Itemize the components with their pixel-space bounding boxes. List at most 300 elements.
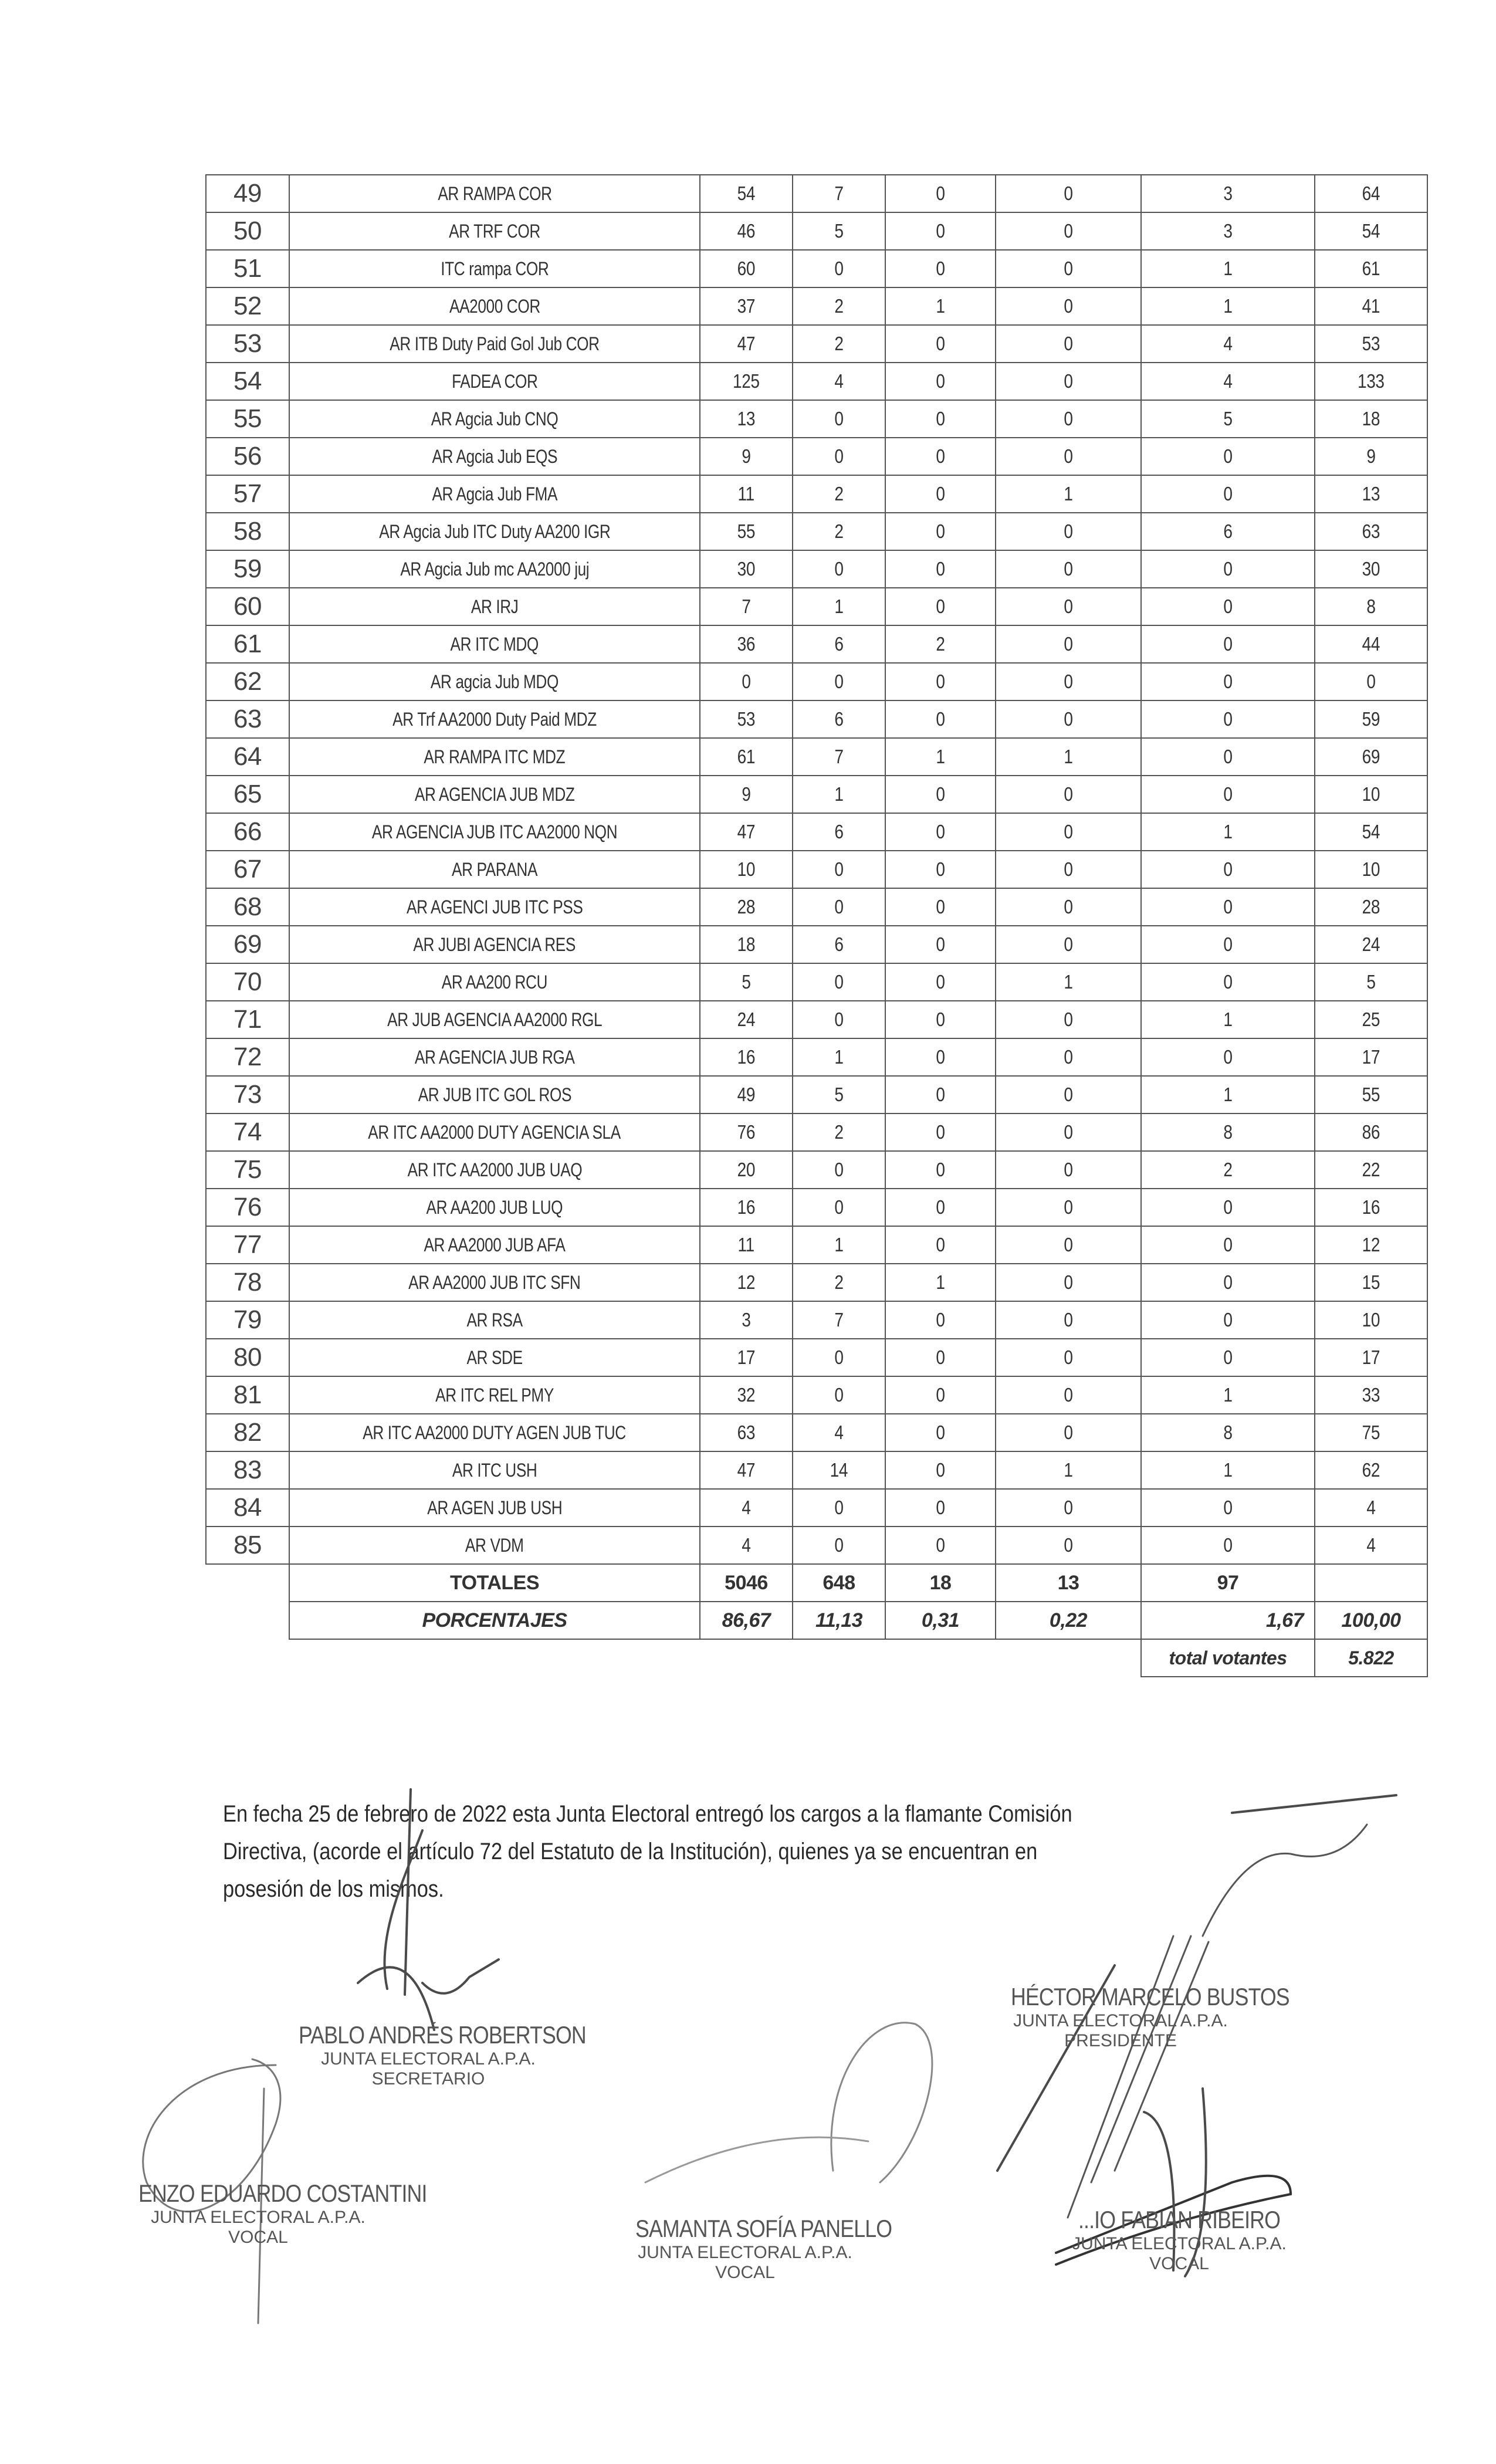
voters-label: total votantes — [1141, 1639, 1315, 1677]
cell-name: AR AA2000 JUB AFA — [289, 1226, 700, 1264]
cell-d: 0 — [996, 1226, 1141, 1264]
table-row — [206, 1527, 1427, 1564]
cell-c: 1 — [885, 1264, 996, 1301]
cell-num: 69 — [206, 926, 289, 963]
cell-c: 0 — [885, 1226, 996, 1264]
cell-d: 0 — [996, 1001, 1141, 1038]
cell-num: 79 — [206, 1301, 289, 1339]
table-row — [206, 1226, 1427, 1264]
cell-b: 6 — [793, 926, 885, 963]
cell-e: 0 — [1141, 1264, 1315, 1301]
cell-num: 61 — [206, 625, 289, 663]
pct-d: 0,22 — [996, 1602, 1141, 1639]
cell-c: 0 — [885, 1001, 996, 1038]
cell-d: 0 — [996, 438, 1141, 475]
cell-b: 2 — [793, 325, 885, 363]
cell-num: 49 — [206, 175, 289, 212]
cell-e: 0 — [1141, 550, 1315, 588]
cell-d: 0 — [996, 1151, 1141, 1189]
results-table — [205, 174, 1428, 1677]
cell-b: 6 — [793, 625, 885, 663]
totals-c: 18 — [885, 1564, 996, 1602]
cell-d: 0 — [996, 700, 1141, 738]
cell-e: 1 — [1141, 813, 1315, 851]
cell-num: 60 — [206, 588, 289, 625]
cell-a: 76 — [700, 1113, 793, 1151]
cell-b: 4 — [793, 363, 885, 400]
cell-total: 10 — [1315, 776, 1427, 813]
cell-name: AR JUBI AGENCIA RES — [289, 926, 700, 963]
cell-e: 0 — [1141, 1527, 1315, 1564]
table-row — [206, 175, 1427, 212]
cell-num: 51 — [206, 250, 289, 287]
cell-num: 78 — [206, 1264, 289, 1301]
cell-num: 59 — [206, 550, 289, 588]
cell-num: 54 — [206, 363, 289, 400]
cell-d: 1 — [996, 738, 1141, 776]
cell-a: 11 — [700, 1226, 793, 1264]
cell-d: 0 — [996, 513, 1141, 550]
cell-num: 62 — [206, 663, 289, 700]
cell-a: 4 — [700, 1489, 793, 1527]
cell-num: 50 — [206, 212, 289, 250]
cell-e: 0 — [1141, 1489, 1315, 1527]
table-row — [206, 1376, 1427, 1414]
cell-b: 0 — [793, 438, 885, 475]
cell-b: 0 — [793, 550, 885, 588]
table-row — [206, 1113, 1427, 1151]
cell-name: AR Agcia Jub mc AA2000 juj — [289, 550, 700, 588]
cell-d: 0 — [996, 325, 1141, 363]
cell-c: 0 — [885, 400, 996, 438]
cell-num: 84 — [206, 1489, 289, 1527]
cell-b: 2 — [793, 1264, 885, 1301]
cell-c: 0 — [885, 1527, 996, 1564]
cell-c: 0 — [885, 325, 996, 363]
cell-d: 0 — [996, 287, 1141, 325]
cell-total: 12 — [1315, 1226, 1427, 1264]
cell-num: 72 — [206, 1038, 289, 1076]
cell-total: 59 — [1315, 700, 1427, 738]
cell-num: 76 — [206, 1189, 289, 1226]
table-row — [206, 813, 1427, 851]
cell-name: AR ITC AA2000 JUB UAQ — [289, 1151, 700, 1189]
cell-e: 4 — [1141, 325, 1315, 363]
cell-c: 0 — [885, 1339, 996, 1376]
cell-num: 57 — [206, 475, 289, 513]
totals-spacer — [206, 1564, 289, 1602]
cell-c: 0 — [885, 588, 996, 625]
cell-name: AR RSA — [289, 1301, 700, 1339]
cell-total: 4 — [1315, 1489, 1427, 1527]
table-row — [206, 325, 1427, 363]
cell-a: 18 — [700, 926, 793, 963]
cell-name: FADEA COR — [289, 363, 700, 400]
cell-b: 6 — [793, 700, 885, 738]
totals-d: 13 — [996, 1564, 1141, 1602]
cell-e: 0 — [1141, 1301, 1315, 1339]
cell-b: 0 — [793, 963, 885, 1001]
cell-total: 0 — [1315, 663, 1427, 700]
cell-a: 5 — [700, 963, 793, 1001]
cell-num: 71 — [206, 1001, 289, 1038]
cell-d: 0 — [996, 776, 1141, 813]
cell-num: 55 — [206, 400, 289, 438]
cell-d: 0 — [996, 1376, 1141, 1414]
table-row — [206, 1264, 1427, 1301]
cell-e: 6 — [1141, 513, 1315, 550]
cell-c: 0 — [885, 1151, 996, 1189]
cell-a: 11 — [700, 475, 793, 513]
cell-d: 0 — [996, 1264, 1141, 1301]
cell-c: 0 — [885, 663, 996, 700]
cell-num: 66 — [206, 813, 289, 851]
pct-total: 100,00 — [1315, 1602, 1427, 1639]
cell-c: 0 — [885, 1376, 996, 1414]
cell-a: 20 — [700, 1151, 793, 1189]
cell-total: 69 — [1315, 738, 1427, 776]
cell-total: 18 — [1315, 400, 1427, 438]
cell-name: AR RAMPA COR — [289, 175, 700, 212]
cell-c: 0 — [885, 1301, 996, 1339]
cell-e: 1 — [1141, 1451, 1315, 1489]
cell-name: AR ITC REL PMY — [289, 1376, 700, 1414]
cell-c: 0 — [885, 700, 996, 738]
cell-b: 0 — [793, 1151, 885, 1189]
cell-total: 55 — [1315, 1076, 1427, 1113]
cell-c: 0 — [885, 926, 996, 963]
cell-b: 0 — [793, 1001, 885, 1038]
cell-e: 0 — [1141, 963, 1315, 1001]
cell-num: 82 — [206, 1414, 289, 1451]
table-row — [206, 738, 1427, 776]
cell-num: 85 — [206, 1527, 289, 1564]
table-row — [206, 1301, 1427, 1339]
cell-c: 0 — [885, 963, 996, 1001]
cell-e: 0 — [1141, 588, 1315, 625]
signature-stamp-vocal-1: ENZO EDUARDO COSTANTINI JUNTA ELECTORAL A.P.A. VOCAL — [138, 2179, 427, 2247]
cell-c: 0 — [885, 1038, 996, 1076]
cell-a: 37 — [700, 287, 793, 325]
cell-d: 0 — [996, 625, 1141, 663]
cell-d: 0 — [996, 663, 1141, 700]
cell-e: 0 — [1141, 1339, 1315, 1376]
cell-a: 47 — [700, 1451, 793, 1489]
cell-b: 7 — [793, 738, 885, 776]
cell-a: 16 — [700, 1189, 793, 1226]
signature-stamp-secretario: PABLO ANDRÉS ROBERTSON JUNTA ELECTORAL A.P.A. SECRETARIO — [299, 2021, 586, 2089]
closing-paragraph — [223, 1795, 1279, 1908]
cell-b: 6 — [793, 813, 885, 851]
closing-line-1: En fecha 25 de febrero de 2022 esta Junta Electoral entregó los cargos a la flamante Comisión — [223, 1801, 1072, 1827]
cell-name: AR Agcia Jub ITC Duty AA200 IGR — [289, 513, 700, 550]
cell-name: AR Agcia Jub FMA — [289, 475, 700, 513]
cell-name: AR RAMPA ITC MDZ — [289, 738, 700, 776]
table-row — [206, 1076, 1427, 1113]
cell-e: 1 — [1141, 1001, 1315, 1038]
table-row — [206, 851, 1427, 888]
cell-c: 0 — [885, 1489, 996, 1527]
cell-b: 0 — [793, 1189, 885, 1226]
cell-a: 47 — [700, 325, 793, 363]
cell-b: 4 — [793, 1414, 885, 1451]
cell-name: AR AA200 JUB LUQ — [289, 1189, 700, 1226]
cell-a: 9 — [700, 438, 793, 475]
cell-total: 10 — [1315, 851, 1427, 888]
cell-name: AR ITC MDQ — [289, 625, 700, 663]
cell-e: 1 — [1141, 250, 1315, 287]
table-row — [206, 1001, 1427, 1038]
cell-c: 0 — [885, 851, 996, 888]
cell-num: 74 — [206, 1113, 289, 1151]
results-summary — [206, 1564, 1427, 1677]
cell-name: AR VDM — [289, 1527, 700, 1564]
cell-c: 0 — [885, 776, 996, 813]
cell-total: 62 — [1315, 1451, 1427, 1489]
closing-line-2: Directiva, (acorde el artículo 72 del Estatuto de la Institución), quienes ya se encuentran en — [223, 1839, 1038, 1864]
cell-c: 0 — [885, 1113, 996, 1151]
cell-a: 28 — [700, 888, 793, 926]
table-row — [206, 926, 1427, 963]
cell-b: 2 — [793, 513, 885, 550]
cell-d: 0 — [996, 1076, 1141, 1113]
cell-a: 7 — [700, 588, 793, 625]
cell-total: 63 — [1315, 513, 1427, 550]
voters-value: 5.822 — [1315, 1639, 1427, 1677]
pct-e: 1,67 — [1141, 1602, 1315, 1639]
table-row — [206, 1451, 1427, 1489]
cell-b: 0 — [793, 851, 885, 888]
pct-spacer — [206, 1602, 289, 1639]
table-row — [206, 700, 1427, 738]
cell-name: AR AGENCI JUB ITC PSS — [289, 888, 700, 926]
totals-row — [206, 1564, 1427, 1602]
cell-total: 61 — [1315, 250, 1427, 287]
cell-c: 1 — [885, 287, 996, 325]
cell-e: 3 — [1141, 212, 1315, 250]
cell-name: AR ITC USH — [289, 1451, 700, 1489]
cell-num: 77 — [206, 1226, 289, 1264]
cell-total: 8 — [1315, 588, 1427, 625]
cell-c: 1 — [885, 738, 996, 776]
cell-a: 46 — [700, 212, 793, 250]
cell-num: 67 — [206, 851, 289, 888]
cell-num: 83 — [206, 1451, 289, 1489]
table-row — [206, 1339, 1427, 1376]
cell-a: 32 — [700, 1376, 793, 1414]
cell-total: 75 — [1315, 1414, 1427, 1451]
cell-e: 1 — [1141, 287, 1315, 325]
cell-c: 0 — [885, 212, 996, 250]
table-row — [206, 625, 1427, 663]
cell-num: 63 — [206, 700, 289, 738]
cell-d: 0 — [996, 813, 1141, 851]
cell-name: AR AGENCIA JUB RGA — [289, 1038, 700, 1076]
table-row — [206, 663, 1427, 700]
cell-c: 0 — [885, 1189, 996, 1226]
cell-e: 1 — [1141, 1076, 1315, 1113]
totals-a: 5046 — [700, 1564, 793, 1602]
cell-num: 81 — [206, 1376, 289, 1414]
cell-total: 17 — [1315, 1339, 1427, 1376]
table-row — [206, 888, 1427, 926]
cell-b: 1 — [793, 588, 885, 625]
voters-row — [206, 1639, 1427, 1677]
cell-num: 58 — [206, 513, 289, 550]
cell-d: 0 — [996, 588, 1141, 625]
cell-num: 80 — [206, 1339, 289, 1376]
cell-a: 55 — [700, 513, 793, 550]
cell-a: 17 — [700, 1339, 793, 1376]
cell-d: 1 — [996, 475, 1141, 513]
cell-c: 0 — [885, 513, 996, 550]
cell-b: 0 — [793, 1376, 885, 1414]
cell-b: 1 — [793, 1226, 885, 1264]
cell-num: 65 — [206, 776, 289, 813]
pct-label: PORCENTAJES — [289, 1602, 700, 1639]
signature-stamp-vocal-3: ...IO FABIAN RIBEIRO JUNTA ELECTORAL A.P.A. VOCAL — [1072, 2206, 1287, 2273]
cell-name: AR ITC AA2000 DUTY AGENCIA SLA — [289, 1113, 700, 1151]
cell-e: 0 — [1141, 851, 1315, 888]
cell-c: 0 — [885, 813, 996, 851]
cell-total: 17 — [1315, 1038, 1427, 1076]
cell-d: 0 — [996, 1339, 1141, 1376]
cell-total: 64 — [1315, 175, 1427, 212]
cell-num: 53 — [206, 325, 289, 363]
cell-e: 4 — [1141, 363, 1315, 400]
table-row — [206, 588, 1427, 625]
cell-total: 5 — [1315, 963, 1427, 1001]
cell-a: 4 — [700, 1527, 793, 1564]
cell-e: 8 — [1141, 1113, 1315, 1151]
cell-total: 41 — [1315, 287, 1427, 325]
cell-b: 5 — [793, 212, 885, 250]
cell-c: 0 — [885, 363, 996, 400]
cell-name: AR ITB Duty Paid Gol Jub COR — [289, 325, 700, 363]
cell-total: 86 — [1315, 1113, 1427, 1151]
cell-total: 22 — [1315, 1151, 1427, 1189]
cell-name: AR ITC AA2000 DUTY AGEN JUB TUC — [289, 1414, 700, 1451]
cell-b: 7 — [793, 1301, 885, 1339]
cell-total: 15 — [1315, 1264, 1427, 1301]
cell-e: 0 — [1141, 776, 1315, 813]
cell-e: 0 — [1141, 1189, 1315, 1226]
cell-e: 2 — [1141, 1151, 1315, 1189]
cell-b: 0 — [793, 663, 885, 700]
cell-d: 1 — [996, 963, 1141, 1001]
totals-b: 648 — [793, 1564, 885, 1602]
cell-e: 3 — [1141, 175, 1315, 212]
cell-total: 24 — [1315, 926, 1427, 963]
cell-a: 47 — [700, 813, 793, 851]
cell-d: 0 — [996, 1489, 1141, 1527]
cell-b: 7 — [793, 175, 885, 212]
cell-d: 0 — [996, 888, 1141, 926]
cell-d: 0 — [996, 175, 1141, 212]
table-row — [206, 1189, 1427, 1226]
pct-a: 86,67 — [700, 1602, 793, 1639]
cell-a: 0 — [700, 663, 793, 700]
cell-b: 0 — [793, 1489, 885, 1527]
cell-total: 16 — [1315, 1189, 1427, 1226]
cell-e: 5 — [1141, 400, 1315, 438]
cell-d: 0 — [996, 926, 1141, 963]
pct-c: 0,31 — [885, 1602, 996, 1639]
cell-total: 54 — [1315, 212, 1427, 250]
cell-d: 0 — [996, 212, 1141, 250]
cell-name: AR Agcia Jub EQS — [289, 438, 700, 475]
cell-e: 0 — [1141, 663, 1315, 700]
cell-e: 0 — [1141, 926, 1315, 963]
cell-c: 0 — [885, 250, 996, 287]
cell-b: 5 — [793, 1076, 885, 1113]
cell-e: 0 — [1141, 738, 1315, 776]
cell-b: 2 — [793, 287, 885, 325]
table-row — [206, 1489, 1427, 1527]
table-row — [206, 1151, 1427, 1189]
cell-a: 63 — [700, 1414, 793, 1451]
cell-total: 44 — [1315, 625, 1427, 663]
table-row — [206, 513, 1427, 550]
cell-e: 0 — [1141, 700, 1315, 738]
cell-total: 53 — [1315, 325, 1427, 363]
cell-a: 125 — [700, 363, 793, 400]
cell-d: 0 — [996, 1038, 1141, 1076]
cell-total: 28 — [1315, 888, 1427, 926]
cell-c: 0 — [885, 438, 996, 475]
cell-b: 14 — [793, 1451, 885, 1489]
table-row — [206, 776, 1427, 813]
cell-b: 0 — [793, 250, 885, 287]
cell-name: AR SDE — [289, 1339, 700, 1376]
cell-d: 0 — [996, 1527, 1141, 1564]
cell-d: 0 — [996, 550, 1141, 588]
totals-total — [1315, 1564, 1427, 1602]
cell-c: 0 — [885, 475, 996, 513]
cell-total: 30 — [1315, 550, 1427, 588]
cell-e: 0 — [1141, 625, 1315, 663]
cell-a: 53 — [700, 700, 793, 738]
cell-c: 0 — [885, 175, 996, 212]
cell-c: 0 — [885, 550, 996, 588]
percentages-row — [206, 1602, 1427, 1639]
cell-total: 25 — [1315, 1001, 1427, 1038]
cell-a: 54 — [700, 175, 793, 212]
cell-c: 0 — [885, 1451, 996, 1489]
cell-a: 30 — [700, 550, 793, 588]
cell-d: 1 — [996, 1451, 1141, 1489]
table-row — [206, 963, 1427, 1001]
cell-name: AR JUB AGENCIA AA2000 RGL — [289, 1001, 700, 1038]
cell-a: 10 — [700, 851, 793, 888]
cell-a: 13 — [700, 400, 793, 438]
cell-b: 0 — [793, 400, 885, 438]
cell-b: 2 — [793, 475, 885, 513]
cell-a: 16 — [700, 1038, 793, 1076]
cell-b: 0 — [793, 1527, 885, 1564]
cell-c: 0 — [885, 1076, 996, 1113]
table-row — [206, 1038, 1427, 1076]
cell-name: AA2000 COR — [289, 287, 700, 325]
cell-num: 64 — [206, 738, 289, 776]
table-row — [206, 400, 1427, 438]
cell-d: 0 — [996, 851, 1141, 888]
cell-name: AR IRJ — [289, 588, 700, 625]
cell-c: 0 — [885, 1414, 996, 1451]
cell-b: 0 — [793, 888, 885, 926]
cell-num: 75 — [206, 1151, 289, 1189]
closing-line-3: posesión de los mismos. — [223, 1876, 444, 1902]
